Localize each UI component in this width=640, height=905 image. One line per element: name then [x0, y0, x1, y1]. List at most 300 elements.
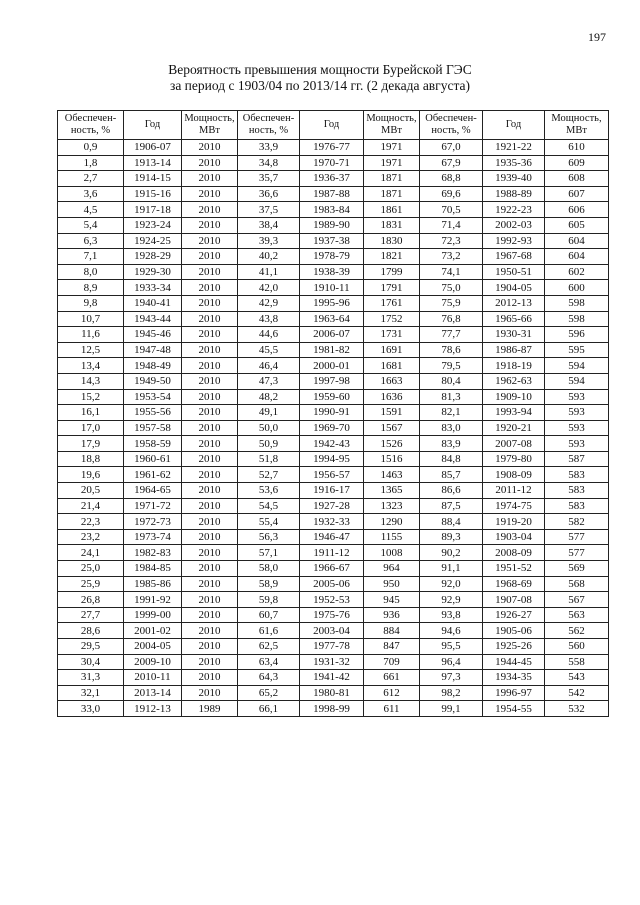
cell-supply-1: 8,0: [58, 264, 124, 280]
cell-year-1: 1933-34: [124, 280, 182, 296]
cell-power-3: 605: [545, 217, 609, 233]
cell-power-3: 593: [545, 420, 609, 436]
cell-power-3: 569: [545, 561, 609, 577]
cell-year-3: 1930-31: [483, 327, 545, 343]
cell-supply-1: 22,3: [58, 514, 124, 530]
cell-year-3: 1904-05: [483, 280, 545, 296]
cell-year-3: 1935-36: [483, 155, 545, 171]
cell-supply-2: 41,1: [238, 264, 300, 280]
cell-supply-2: 47,3: [238, 373, 300, 389]
cell-year-3: 2008-09: [483, 545, 545, 561]
cell-power-2: 1871: [364, 171, 420, 187]
cell-power-3: 596: [545, 327, 609, 343]
cell-supply-2: 58,0: [238, 561, 300, 577]
cell-power-2: 1365: [364, 483, 420, 499]
cell-year-3: 1926-27: [483, 607, 545, 623]
cell-power-2: 1526: [364, 436, 420, 452]
cell-supply-1: 10,7: [58, 311, 124, 327]
cell-power-3: 593: [545, 436, 609, 452]
cell-supply-2: 60,7: [238, 607, 300, 623]
cell-year-1: 1947-48: [124, 342, 182, 358]
cell-power-3: 543: [545, 670, 609, 686]
cell-power-2: 1663: [364, 373, 420, 389]
cell-supply-3: 86,6: [420, 483, 483, 499]
cell-supply-3: 97,3: [420, 670, 483, 686]
cell-year-2: 1966-67: [300, 561, 364, 577]
cell-year-1: 1945-46: [124, 327, 182, 343]
table-row: [58, 405, 609, 421]
cell-supply-1: 32,1: [58, 685, 124, 701]
table-row: [58, 592, 609, 608]
cell-supply-2: 50,0: [238, 420, 300, 436]
cell-supply-2: 37,5: [238, 202, 300, 218]
cell-year-1: 1917-18: [124, 202, 182, 218]
cell-supply-1: 17,9: [58, 436, 124, 452]
table-row: [58, 701, 609, 717]
cell-year-1: 1923-24: [124, 217, 182, 233]
cell-year-2: 1978-79: [300, 249, 364, 265]
cell-year-3: 1925-26: [483, 639, 545, 655]
cell-power-1: 2010: [182, 249, 238, 265]
cell-year-3: 2012-13: [483, 295, 545, 311]
cell-power-1: 1989: [182, 701, 238, 717]
table-row: [58, 186, 609, 202]
cell-supply-2: 43,8: [238, 311, 300, 327]
cell-year-3: 2002-03: [483, 217, 545, 233]
cell-power-1: 2010: [182, 483, 238, 499]
title-line-1: Вероятность превышения мощности Бурейской ГЭС: [168, 62, 472, 77]
cell-power-1: 2010: [182, 233, 238, 249]
cell-power-1: 2010: [182, 280, 238, 296]
cell-power-3: 562: [545, 623, 609, 639]
cell-power-2: 1567: [364, 420, 420, 436]
cell-year-2: 1910-11: [300, 280, 364, 296]
cell-power-1: 2010: [182, 561, 238, 577]
cell-supply-3: 78,6: [420, 342, 483, 358]
table-row: [58, 140, 609, 156]
cell-supply-1: 11,6: [58, 327, 124, 343]
cell-supply-1: 28,6: [58, 623, 124, 639]
cell-year-3: 1920-21: [483, 420, 545, 436]
cell-supply-3: 67,0: [420, 140, 483, 156]
cell-year-3: 1944-45: [483, 654, 545, 670]
cell-year-1: 1960-61: [124, 451, 182, 467]
cell-power-1: 2010: [182, 529, 238, 545]
cell-power-3: 598: [545, 295, 609, 311]
cell-supply-3: 94,6: [420, 623, 483, 639]
table-row: [58, 389, 609, 405]
cell-power-2: 1290: [364, 514, 420, 530]
cell-power-2: 1591: [364, 405, 420, 421]
cell-supply-2: 36,6: [238, 186, 300, 202]
cell-year-1: 1915-16: [124, 186, 182, 202]
table-row: [58, 420, 609, 436]
cell-power-2: 1799: [364, 264, 420, 280]
cell-year-1: 2004-05: [124, 639, 182, 655]
table-row: [58, 545, 609, 561]
table-row: [58, 342, 609, 358]
cell-year-1: 1964-65: [124, 483, 182, 499]
cell-supply-3: 85,7: [420, 467, 483, 483]
cell-supply-2: 38,4: [238, 217, 300, 233]
cell-supply-2: 56,3: [238, 529, 300, 545]
cell-supply-1: 33,0: [58, 701, 124, 717]
table-row: [58, 217, 609, 233]
probability-table: [57, 110, 609, 717]
cell-supply-3: 95,5: [420, 639, 483, 655]
cell-year-1: 2010-11: [124, 670, 182, 686]
cell-supply-2: 44,6: [238, 327, 300, 343]
cell-year-1: 1961-62: [124, 467, 182, 483]
cell-power-3: 532: [545, 701, 609, 717]
cell-year-3: 1905-06: [483, 623, 545, 639]
cell-supply-3: 82,1: [420, 405, 483, 421]
cell-year-1: 1914-15: [124, 171, 182, 187]
cell-power-2: 1971: [364, 140, 420, 156]
cell-power-2: 612: [364, 685, 420, 701]
cell-power-1: 2010: [182, 639, 238, 655]
cell-supply-3: 87,5: [420, 498, 483, 514]
cell-year-2: 1936-37: [300, 171, 364, 187]
cell-year-2: 1995-96: [300, 295, 364, 311]
cell-year-1: 1985-86: [124, 576, 182, 592]
cell-year-1: 1949-50: [124, 373, 182, 389]
cell-power-2: 1681: [364, 358, 420, 374]
table-row: [58, 327, 609, 343]
cell-year-2: 2000-01: [300, 358, 364, 374]
cell-power-3: 560: [545, 639, 609, 655]
cell-year-2: 1946-47: [300, 529, 364, 545]
cell-power-3: 602: [545, 264, 609, 280]
cell-year-3: 1996-97: [483, 685, 545, 701]
table-row: [58, 295, 609, 311]
cell-power-1: 2010: [182, 451, 238, 467]
cell-year-3: 1967-68: [483, 249, 545, 265]
cell-supply-1: 12,5: [58, 342, 124, 358]
cell-year-2: 1932-33: [300, 514, 364, 530]
cell-power-2: 1821: [364, 249, 420, 265]
cell-supply-2: 65,2: [238, 685, 300, 701]
table-row: [58, 483, 609, 499]
cell-supply-3: 84,8: [420, 451, 483, 467]
cell-year-3: 1939-40: [483, 171, 545, 187]
cell-year-1: 1943-44: [124, 311, 182, 327]
cell-year-3: 1974-75: [483, 498, 545, 514]
cell-year-1: 1953-54: [124, 389, 182, 405]
cell-year-2: 1997-98: [300, 373, 364, 389]
cell-year-2: 1975-76: [300, 607, 364, 623]
cell-power-3: 542: [545, 685, 609, 701]
cell-year-3: 1988-89: [483, 186, 545, 202]
cell-year-1: 1913-14: [124, 155, 182, 171]
table-row: [58, 654, 609, 670]
cell-year-3: 1908-09: [483, 467, 545, 483]
cell-supply-1: 16,1: [58, 405, 124, 421]
cell-year-2: 1994-95: [300, 451, 364, 467]
cell-year-1: 1906-07: [124, 140, 182, 156]
cell-power-1: 2010: [182, 327, 238, 343]
cell-year-3: 1903-04: [483, 529, 545, 545]
cell-year-3: 2007-08: [483, 436, 545, 452]
header-year-3: Год: [483, 111, 545, 140]
cell-supply-1: 30,4: [58, 654, 124, 670]
page-number: 197: [588, 30, 606, 44]
cell-supply-2: 48,2: [238, 389, 300, 405]
cell-supply-2: 61,6: [238, 623, 300, 639]
cell-year-3: 1918-19: [483, 358, 545, 374]
table-row: [58, 358, 609, 374]
cell-supply-1: 21,4: [58, 498, 124, 514]
cell-supply-1: 23,2: [58, 529, 124, 545]
cell-supply-1: 4,5: [58, 202, 124, 218]
cell-supply-3: 83,9: [420, 436, 483, 452]
cell-year-2: 1942-43: [300, 436, 364, 452]
cell-power-2: 1516: [364, 451, 420, 467]
cell-supply-3: 72,3: [420, 233, 483, 249]
cell-supply-3: 80,4: [420, 373, 483, 389]
cell-year-2: 1983-84: [300, 202, 364, 218]
cell-year-2: 1977-78: [300, 639, 364, 655]
cell-power-3: 594: [545, 358, 609, 374]
cell-supply-1: 7,1: [58, 249, 124, 265]
cell-supply-2: 46,4: [238, 358, 300, 374]
cell-supply-2: 64,3: [238, 670, 300, 686]
cell-year-2: 1989-90: [300, 217, 364, 233]
cell-year-1: 1912-13: [124, 701, 182, 717]
cell-power-3: 563: [545, 607, 609, 623]
cell-supply-3: 93,8: [420, 607, 483, 623]
table-row: [58, 202, 609, 218]
cell-power-1: 2010: [182, 467, 238, 483]
cell-supply-2: 66,1: [238, 701, 300, 717]
table-row: [58, 576, 609, 592]
cell-year-2: 1987-88: [300, 186, 364, 202]
cell-supply-2: 62,5: [238, 639, 300, 655]
cell-power-2: 1323: [364, 498, 420, 514]
table-row: [58, 451, 609, 467]
header-supply-3: Обеспечен-ность, %: [420, 111, 483, 140]
table-row: [58, 155, 609, 171]
cell-power-2: 1861: [364, 202, 420, 218]
cell-supply-3: 89,3: [420, 529, 483, 545]
cell-supply-2: 40,2: [238, 249, 300, 265]
cell-power-1: 2010: [182, 436, 238, 452]
table-header-row: [58, 111, 609, 140]
cell-power-1: 2010: [182, 358, 238, 374]
cell-supply-2: 49,1: [238, 405, 300, 421]
cell-supply-2: 55,4: [238, 514, 300, 530]
cell-power-2: 1761: [364, 295, 420, 311]
cell-power-1: 2010: [182, 685, 238, 701]
cell-year-2: 1998-99: [300, 701, 364, 717]
cell-power-1: 2010: [182, 592, 238, 608]
cell-year-3: 2011-12: [483, 483, 545, 499]
cell-supply-1: 15,2: [58, 389, 124, 405]
cell-year-3: 1907-08: [483, 592, 545, 608]
cell-power-3: 600: [545, 280, 609, 296]
cell-year-1: 1928-29: [124, 249, 182, 265]
cell-year-3: 1962-63: [483, 373, 545, 389]
cell-supply-1: 27,7: [58, 607, 124, 623]
table-row: [58, 670, 609, 686]
cell-supply-1: 25,0: [58, 561, 124, 577]
cell-power-2: 1831: [364, 217, 420, 233]
cell-supply-2: 58,9: [238, 576, 300, 592]
cell-power-2: 661: [364, 670, 420, 686]
cell-year-2: 1937-38: [300, 233, 364, 249]
cell-power-2: 611: [364, 701, 420, 717]
cell-power-3: 577: [545, 529, 609, 545]
cell-power-3: 583: [545, 498, 609, 514]
cell-power-2: 1731: [364, 327, 420, 343]
cell-power-2: 950: [364, 576, 420, 592]
cell-supply-1: 3,6: [58, 186, 124, 202]
table-row: [58, 171, 609, 187]
cell-power-3: 604: [545, 249, 609, 265]
cell-supply-2: 39,3: [238, 233, 300, 249]
cell-supply-3: 90,2: [420, 545, 483, 561]
cell-supply-1: 20,5: [58, 483, 124, 499]
cell-supply-3: 92,0: [420, 576, 483, 592]
cell-year-1: 1982-83: [124, 545, 182, 561]
cell-power-1: 2010: [182, 607, 238, 623]
cell-supply-1: 0,9: [58, 140, 124, 156]
cell-year-1: 2001-02: [124, 623, 182, 639]
cell-year-2: 2005-06: [300, 576, 364, 592]
header-year-1: Год: [124, 111, 182, 140]
cell-supply-1: 8,9: [58, 280, 124, 296]
cell-year-3: 1986-87: [483, 342, 545, 358]
cell-supply-1: 2,7: [58, 171, 124, 187]
cell-power-3: 607: [545, 186, 609, 202]
cell-power-2: 1155: [364, 529, 420, 545]
cell-supply-1: 19,6: [58, 467, 124, 483]
cell-power-2: 945: [364, 592, 420, 608]
cell-year-1: 1957-58: [124, 420, 182, 436]
cell-year-3: 1922-23: [483, 202, 545, 218]
cell-supply-1: 5,4: [58, 217, 124, 233]
cell-power-1: 2010: [182, 545, 238, 561]
cell-power-3: 583: [545, 483, 609, 499]
cell-power-3: 582: [545, 514, 609, 530]
cell-year-1: 1984-85: [124, 561, 182, 577]
table-row: [58, 467, 609, 483]
cell-power-2: 1830: [364, 233, 420, 249]
table-row: [58, 280, 609, 296]
cell-power-3: 606: [545, 202, 609, 218]
cell-power-1: 2010: [182, 171, 238, 187]
cell-supply-2: 42,0: [238, 280, 300, 296]
cell-power-1: 2010: [182, 342, 238, 358]
cell-supply-3: 68,8: [420, 171, 483, 187]
cell-supply-1: 24,1: [58, 545, 124, 561]
cell-year-2: 1931-32: [300, 654, 364, 670]
title-line-2: за период с 1903/04 по 2013/14 гг. (2 декада августа): [169, 78, 471, 93]
cell-year-2: 1938-39: [300, 264, 364, 280]
cell-power-1: 2010: [182, 295, 238, 311]
cell-supply-3: 98,2: [420, 685, 483, 701]
table-row: [58, 436, 609, 452]
cell-power-1: 2010: [182, 420, 238, 436]
cell-power-1: 2010: [182, 217, 238, 233]
cell-year-3: 1993-94: [483, 405, 545, 421]
cell-year-1: 1924-25: [124, 233, 182, 249]
cell-supply-2: 51,8: [238, 451, 300, 467]
cell-year-2: 2003-04: [300, 623, 364, 639]
cell-power-3: 593: [545, 389, 609, 405]
table-body: [58, 140, 609, 717]
cell-supply-1: 18,8: [58, 451, 124, 467]
cell-supply-2: 53,6: [238, 483, 300, 499]
header-supply-1: Обеспечен-ность, %: [58, 111, 124, 140]
cell-power-3: 604: [545, 233, 609, 249]
cell-power-2: 1791: [364, 280, 420, 296]
header-power-2: Мощность, МВт: [364, 111, 420, 140]
cell-power-1: 2010: [182, 654, 238, 670]
cell-year-1: 2013-14: [124, 685, 182, 701]
cell-power-3: 595: [545, 342, 609, 358]
table-row: [58, 311, 609, 327]
cell-power-3: 608: [545, 171, 609, 187]
table-row: [58, 685, 609, 701]
cell-supply-3: 88,4: [420, 514, 483, 530]
cell-power-1: 2010: [182, 514, 238, 530]
cell-year-2: 1911-12: [300, 545, 364, 561]
cell-year-2: 1976-77: [300, 140, 364, 156]
cell-supply-1: 9,8: [58, 295, 124, 311]
cell-supply-3: 69,6: [420, 186, 483, 202]
cell-supply-2: 34,8: [238, 155, 300, 171]
cell-year-3: 1992-93: [483, 233, 545, 249]
cell-year-2: 1990-91: [300, 405, 364, 421]
cell-year-2: 1970-71: [300, 155, 364, 171]
cell-supply-3: 83,0: [420, 420, 483, 436]
cell-year-2: 2006-07: [300, 327, 364, 343]
table-row: [58, 607, 609, 623]
cell-year-3: 1979-80: [483, 451, 545, 467]
cell-year-3: 1909-10: [483, 389, 545, 405]
cell-supply-3: 67,9: [420, 155, 483, 171]
cell-supply-1: 6,3: [58, 233, 124, 249]
cell-power-3: 558: [545, 654, 609, 670]
cell-power-1: 2010: [182, 670, 238, 686]
cell-year-1: 1948-49: [124, 358, 182, 374]
cell-year-3: 1954-55: [483, 701, 545, 717]
cell-power-2: 1463: [364, 467, 420, 483]
cell-power-1: 2010: [182, 264, 238, 280]
cell-supply-3: 76,8: [420, 311, 483, 327]
cell-power-2: 1871: [364, 186, 420, 202]
cell-year-3: 1965-66: [483, 311, 545, 327]
cell-power-2: 936: [364, 607, 420, 623]
table-row: [58, 264, 609, 280]
table-row: [58, 514, 609, 530]
cell-power-1: 2010: [182, 202, 238, 218]
table-row: [58, 249, 609, 265]
cell-year-2: 1981-82: [300, 342, 364, 358]
cell-year-1: 2009-10: [124, 654, 182, 670]
cell-year-2: 1952-53: [300, 592, 364, 608]
header-power-1: Мощность, МВт: [182, 111, 238, 140]
table-row: [58, 529, 609, 545]
cell-year-2: 1916-17: [300, 483, 364, 499]
cell-year-3: 1919-20: [483, 514, 545, 530]
cell-power-3: 598: [545, 311, 609, 327]
cell-power-1: 2010: [182, 186, 238, 202]
cell-year-2: 1941-42: [300, 670, 364, 686]
cell-supply-3: 77,7: [420, 327, 483, 343]
cell-supply-2: 45,5: [238, 342, 300, 358]
